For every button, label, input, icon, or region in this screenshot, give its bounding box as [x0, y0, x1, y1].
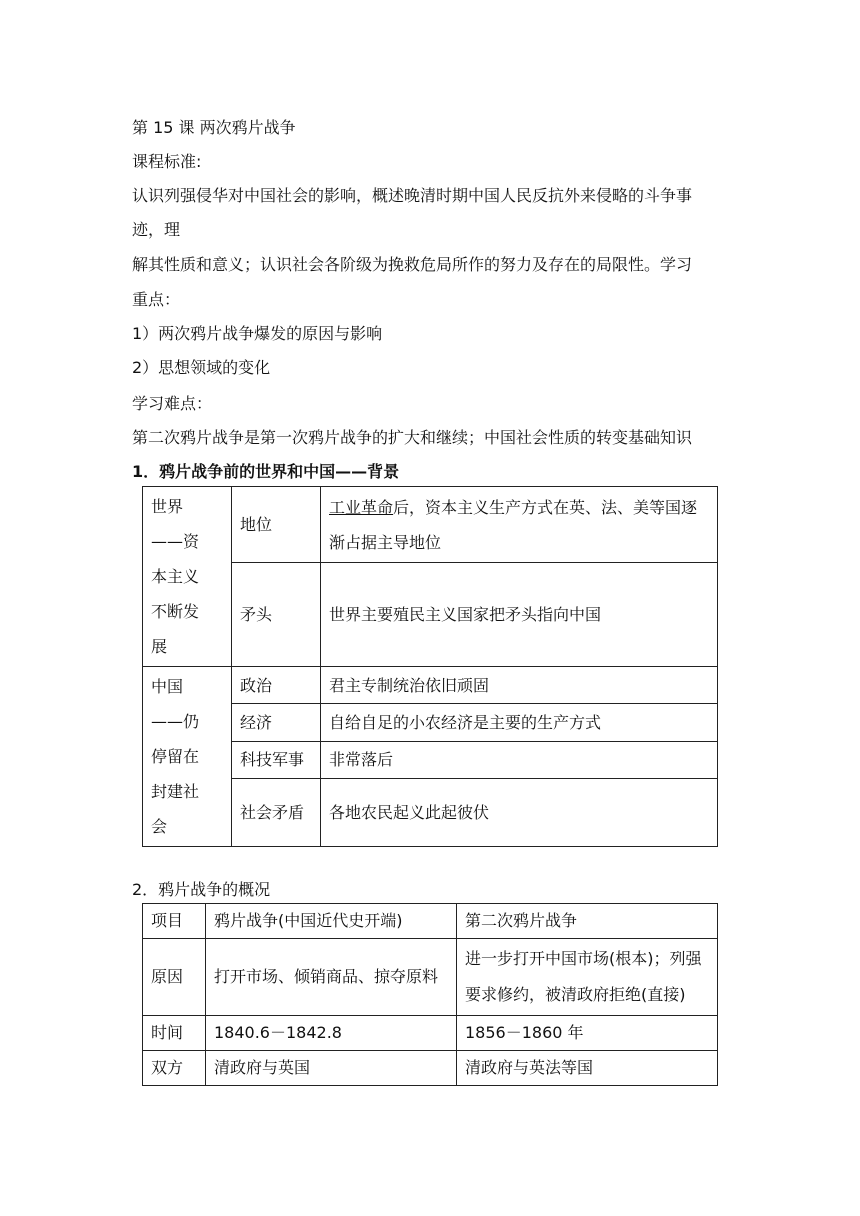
description-cell: 自给自足的小农经济是主要的生产方式	[321, 704, 718, 741]
war-overview-table	[142, 903, 718, 1086]
section-2-heading: 2．鸦片战争的概况	[132, 880, 271, 899]
header-cell: 第二次鸦片战争	[457, 904, 718, 939]
second-war-cell: 1856－1860 年	[457, 1016, 718, 1051]
cell-line: 要求修约，被清政府拒绝(直接)	[465, 985, 686, 1004]
category-cell: 科技军事	[232, 741, 321, 778]
standard-text-line-1: 认识列强侵华对中国社会的影响，概述晚清时期中国人民反抗外来侵略的斗争事	[132, 186, 693, 205]
world-label-line: 本主义	[151, 567, 200, 586]
description-cell: 君主专制统治依旧顽固	[321, 667, 718, 704]
world-label-line: 展	[151, 637, 168, 656]
first-war-cell: 1840.6－1842.8	[206, 1016, 457, 1051]
standard-label: 课程标准:	[132, 152, 202, 171]
category-cell: 经济	[232, 704, 321, 741]
first-war-cell: 清政府与英国	[206, 1051, 457, 1086]
world-label-line: 不断发	[151, 602, 200, 621]
china-label-line: 中国	[151, 677, 184, 696]
china-label-line: ——仍	[151, 712, 200, 731]
category-cell: 政治	[232, 667, 321, 704]
table-row	[143, 1016, 718, 1051]
world-label-line: ——资	[151, 532, 200, 551]
item-cell: 时间	[143, 1016, 206, 1051]
table-row	[143, 667, 718, 704]
description-line: 渐占据主导地位	[329, 532, 442, 552]
header-cell: 鸦片战争(中国近代史开端)	[206, 904, 457, 939]
key-point-2: 2）思想领域的变化	[132, 358, 271, 377]
china-label-cell	[143, 667, 232, 847]
description-line	[329, 490, 709, 525]
table-row	[143, 939, 718, 1016]
category-cell: 地位	[232, 487, 321, 563]
description-cell	[321, 487, 718, 563]
description-cell: 世界主要殖民主义国家把矛头指向中国	[321, 563, 718, 667]
key-point-1: 1）两次鸦片战争爆发的原因与影响	[132, 324, 383, 343]
underlined-term: 工业革命	[329, 497, 394, 517]
category-cell: 矛头	[232, 563, 321, 667]
second-war-cell: 清政府与英法等国	[457, 1051, 718, 1086]
table-row	[143, 1051, 718, 1086]
lesson-title: 第 15 课 两次鸦片战争	[132, 118, 296, 137]
world-label-cell	[143, 487, 232, 667]
world-label-line: 世界	[151, 497, 184, 516]
description-cell: 各地农民起义此起彼伏	[321, 779, 718, 847]
item-cell: 双方	[143, 1051, 206, 1086]
table-header-row	[143, 904, 718, 939]
difficulty-text: 第二次鸦片战争是第一次鸦片战争的扩大和继续；中国社会性质的转变基础知识	[132, 428, 693, 447]
standard-text-line-3: 解其性质和意义；认识社会各阶级为挽救危局所作的努力及存在的局限性。学习	[132, 255, 693, 274]
section-1-heading: 1．鸦片战争前的世界和中国——背景	[132, 462, 400, 481]
second-war-cell	[457, 939, 718, 1016]
table-row	[143, 487, 718, 563]
china-label-line: 停留在	[151, 747, 200, 766]
cell-line: 进一步打开中国市场(根本)；列强	[465, 949, 702, 968]
standard-text-line-4: 重点：	[132, 290, 181, 309]
category-cell: 社会矛盾	[232, 779, 321, 847]
description-text: 后，资本主义生产方式在英、法、美等国逐	[393, 497, 698, 517]
first-war-cell: 打开市场、倾销商品、掠夺原料	[206, 939, 457, 1016]
item-cell: 原因	[143, 939, 206, 1016]
china-label-line: 封建社	[151, 782, 200, 801]
description-cell: 非常落后	[321, 741, 718, 778]
china-label-line: 会	[151, 817, 168, 836]
header-cell: 项目	[143, 904, 206, 939]
background-table	[142, 486, 718, 847]
difficulty-label: 学习难点：	[132, 394, 213, 413]
standard-text-line-2: 迹，理	[132, 220, 181, 239]
